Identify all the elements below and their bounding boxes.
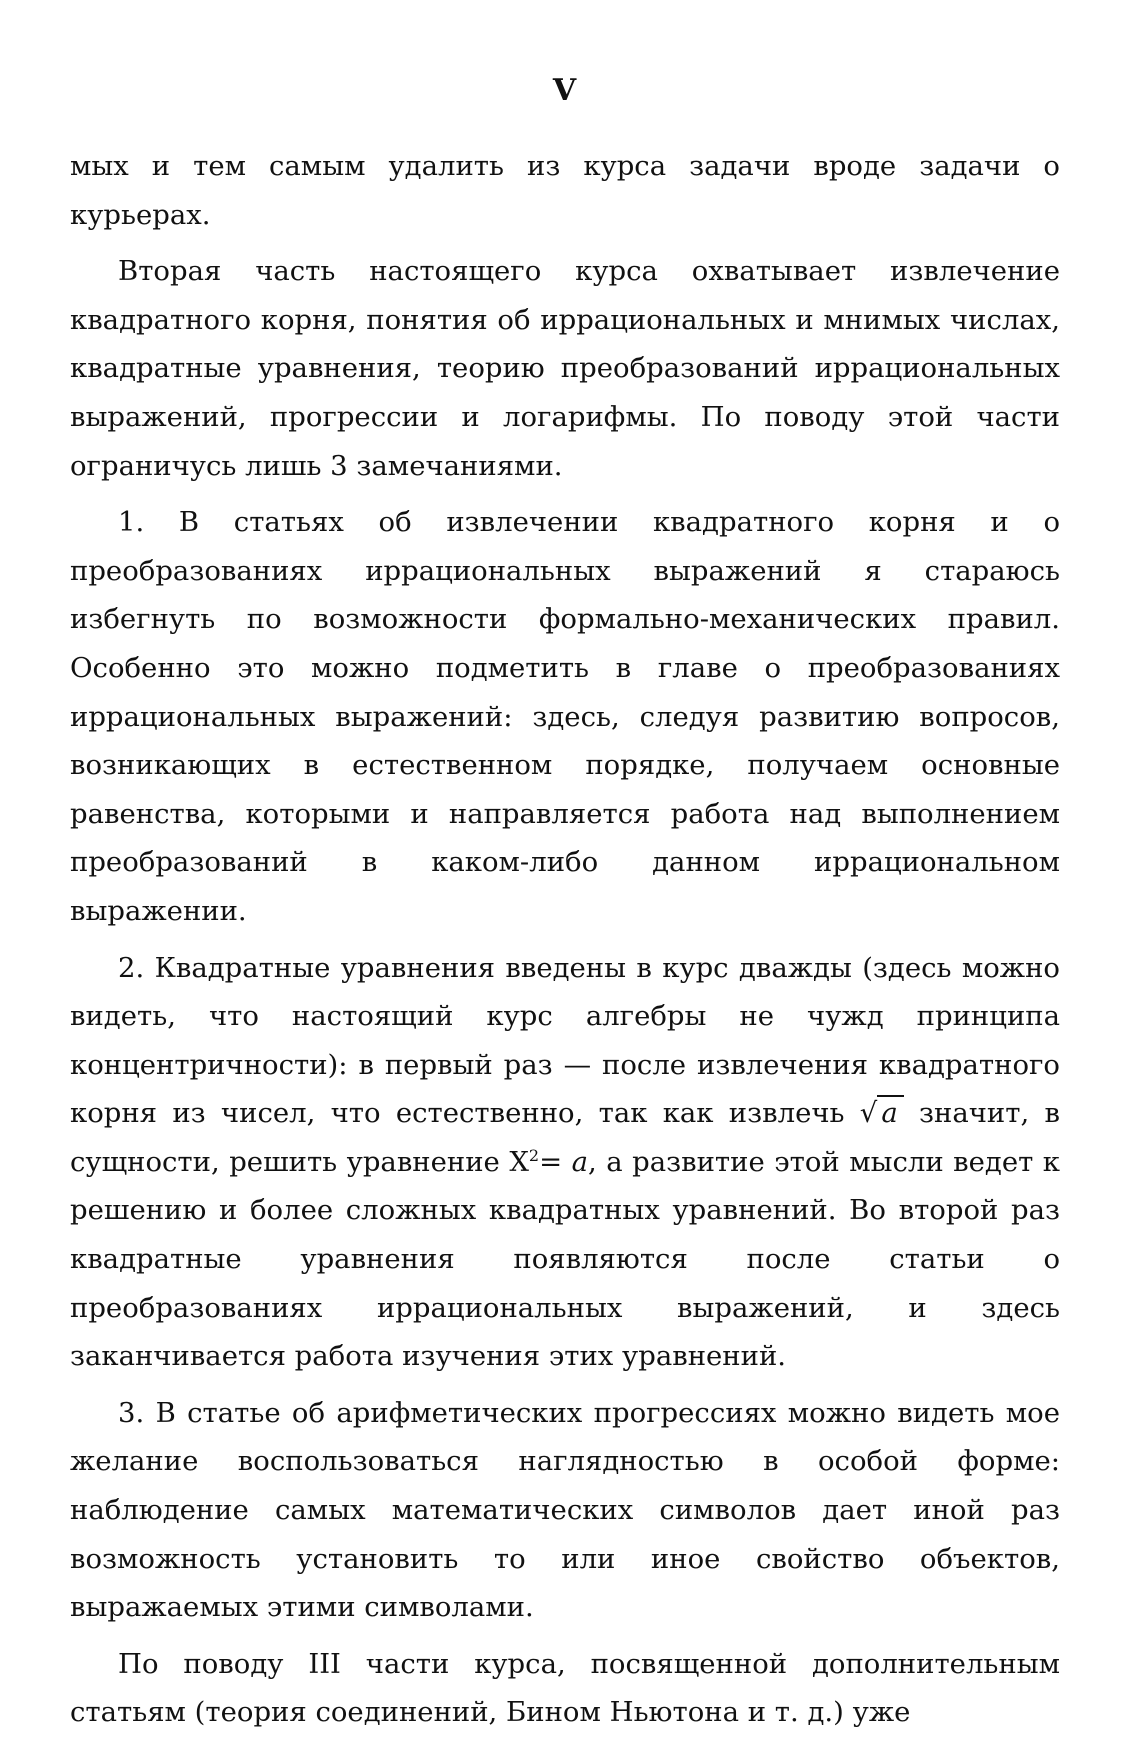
equation-exponent: 2 bbox=[528, 1145, 540, 1165]
sqrt-a-formula bbox=[860, 1095, 904, 1129]
paragraph-remark-1: 1. В статьях об извлечении квадратного корня и о преобразованиях иррациональных выражений я стараюсь избегнуть по возможности формально-механических правил. Особенно это можно подметить в главе о преобразованиях иррациональных выражений: здесь, следуя развитию вопросов, возникающих в естественном порядке, получаем основные равенства, которыми и направляется работа над выполнением преобразований в каком-либо данном иррациональном выражении. bbox=[70, 506, 1060, 927]
sqrt-radicand: a bbox=[877, 1095, 903, 1129]
equation-x-squared bbox=[509, 1146, 588, 1178]
remark-2-text-part-1: 2. Квадратные уравнения введены в курс дважды (здесь можно видеть, что настоящий курс алгебры не чужд принципа концентричности): в первый раз — после извлечения квадратного корня из чисел, что естественно, так как извлечь bbox=[70, 951, 1060, 1130]
sqrt-symbol: √ bbox=[859, 1097, 878, 1130]
equation-right-side: = a bbox=[539, 1145, 589, 1178]
remark-2-text-part-2: значит, в сущности, решить уравнение bbox=[70, 1097, 1060, 1178]
remark-2-text-part-3: , а развитие этой мысли ведет к решению и более сложных квадратных уравнений. Во второй раз квадратные уравнения появляются после статьи о преобразованиях иррациональных выражений, и здесь заканчивается работа изучения этих уравнений. bbox=[70, 1145, 1060, 1373]
paragraph-second-part-intro: Вторая часть настоящего курса охватывает извлечение квадратного корня, понятия об иррациональных и мнимых числах, квадратные уравнения, теорию преобразований иррациональных выражений, прогрессии и логарифмы. По поводу этой части ограничусь лишь 3 замечаниями. bbox=[70, 255, 1060, 482]
paragraph-continuation: мых и тем самым удалить из курса задачи вроде задачи о курьерах. bbox=[70, 150, 1060, 231]
equation-variable: X bbox=[509, 1145, 529, 1178]
paragraph-remark-2 bbox=[70, 944, 1060, 1381]
document-page bbox=[70, 70, 1060, 1729]
page-number: V bbox=[552, 73, 578, 108]
paragraph-third-part-intro: По поводу III части курса, посвященной дополнительным статьям (теория соединений, Бином Ньютона и т. д.) уже bbox=[70, 1647, 1060, 1729]
paragraph-remark-3: 3. В статье об арифметических прогрессиях можно видеть мое желание воспользоваться наглядностью в особой форме: наблюдение самых математических символов дает иной раз возможность установить то или иное свойство объектов, выражаемых этими символами. bbox=[70, 1396, 1060, 1624]
